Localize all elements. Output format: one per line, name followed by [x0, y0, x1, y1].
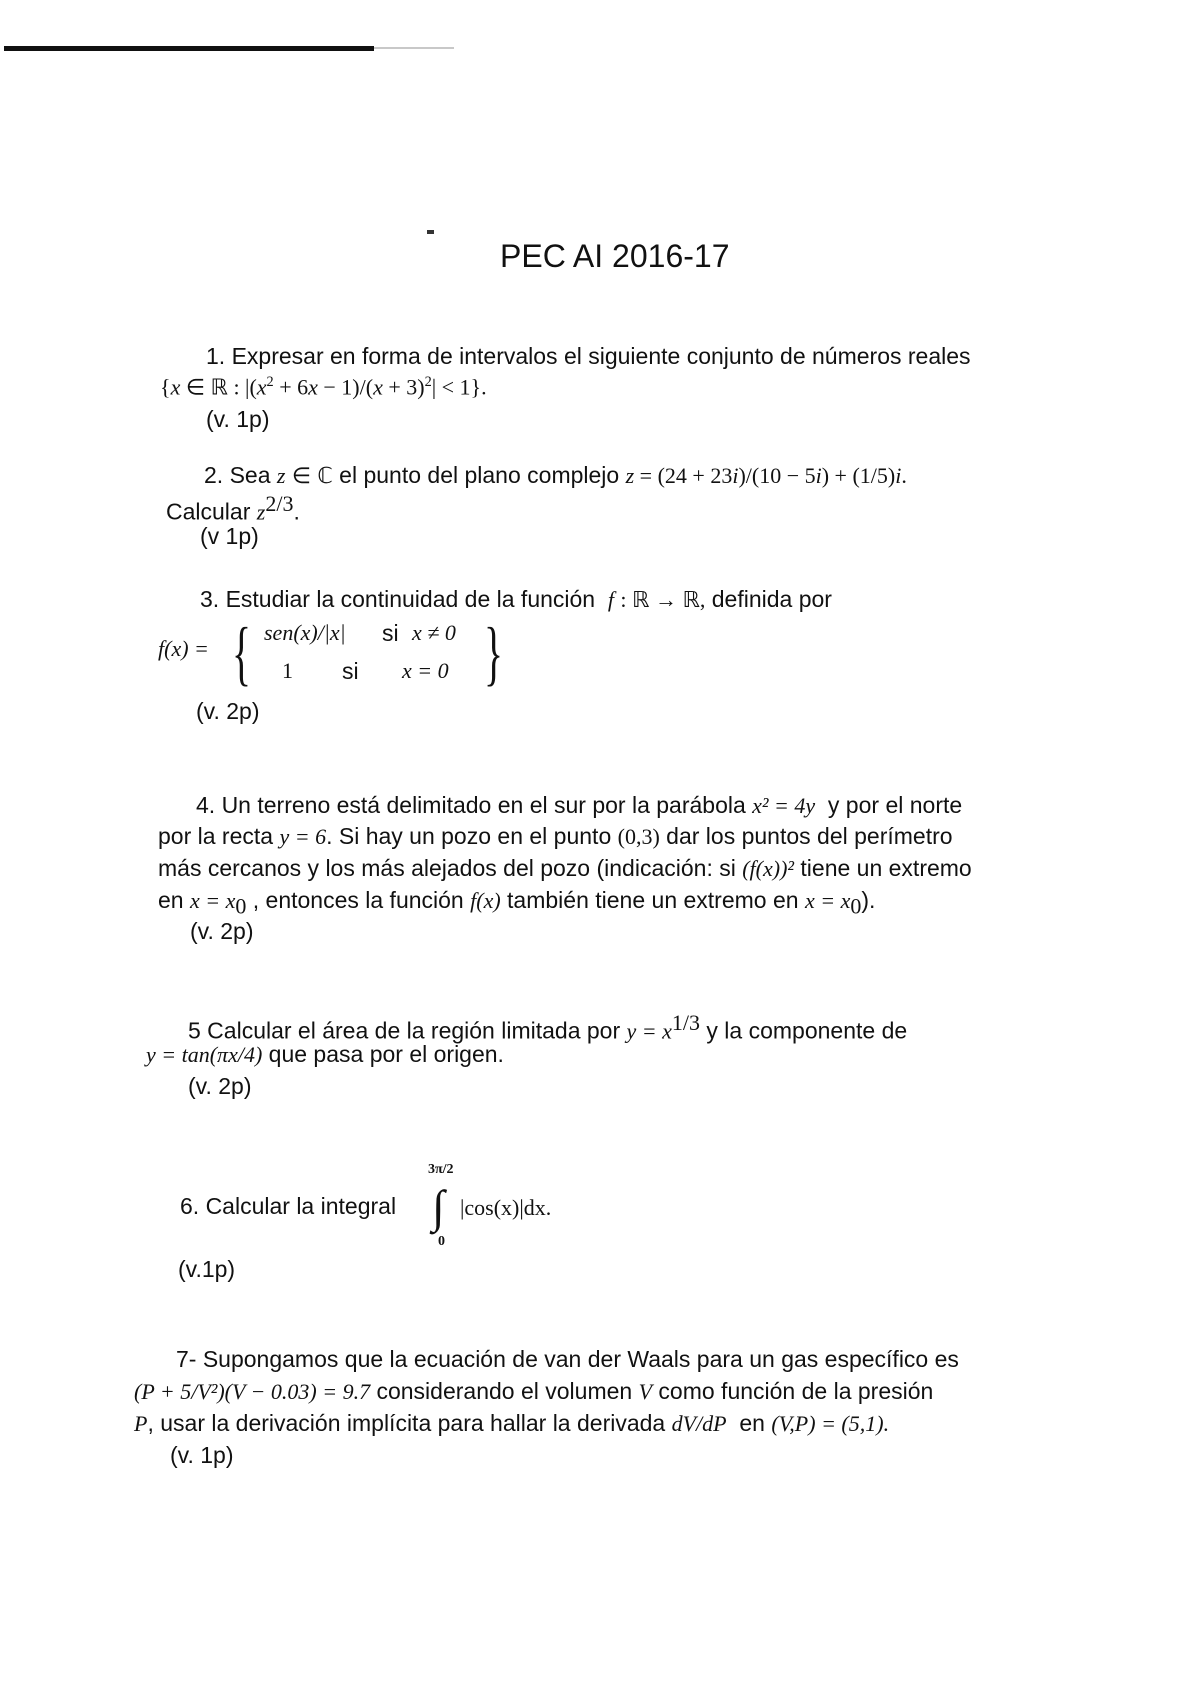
problem-7-value: (v. 1p)	[170, 1442, 234, 1468]
integral-sign: ∫	[432, 1181, 445, 1232]
problem-1-value: (v. 1p)	[206, 406, 270, 432]
problem-5-line2: y = tan(πx/4) que pasa por el origen.	[146, 1041, 504, 1067]
problem-1-text: 1. Expresar en forma de intervalos el siguiente conjunto de números reales	[206, 343, 971, 369]
problem-4-value: (v. 2p)	[190, 918, 254, 944]
left-brace: {	[232, 613, 252, 693]
scan-edge-line	[4, 46, 374, 51]
problem-2-statement: 2. Sea z ∈ ℂ el punto del plano complejo z = (24 + 23i)/(10 − 5i) + (1/5)i.	[204, 462, 907, 488]
scan-edge-line-faint	[374, 47, 454, 49]
problem-3-case1-si: si	[382, 620, 399, 646]
problem-3-text: 3. Estudiar la continuidad de la función f : ℝ → ℝ, definida por	[200, 586, 832, 612]
scan-speck	[427, 230, 434, 234]
problem-2-calc: Calcular $z^{2/3}$.	[166, 491, 300, 525]
problem-7-line3: P, usar la derivación implícita para hallar la derivada dV/dP en (V,P) = (5,1).	[134, 1410, 890, 1436]
problem-4-line1: 4. Un terreno está delimitado en el sur por la parábola x² = 4y y por el norte	[196, 792, 963, 818]
page-title: PEC AI 2016-17	[500, 238, 730, 274]
problem-4-line2: por la recta y = 6. Si hay un pozo en el punto (0,3) dar los puntos del perímetro	[158, 823, 953, 849]
problem-3-value: (v. 2p)	[196, 698, 260, 724]
integral-lower-limit: 0	[438, 1234, 445, 1249]
problem-7-line1: 7- Supongamos que la ecuación de van der Waals para un gas específico es	[176, 1346, 959, 1372]
problem-5-value: (v. 2p)	[188, 1073, 252, 1099]
problem-3-case1-expr: sen(x)/|x|	[264, 620, 346, 645]
problem-3-case2-expr: 1	[282, 658, 293, 683]
problem-5-line1: 5 Calcular el área de la región limitada por $y = x^{1/3}$ y la componente de	[188, 1010, 908, 1044]
problem-3-fx: f(x) =	[158, 636, 209, 661]
problem-3-case2-si: si	[342, 658, 359, 684]
right-brace: }	[484, 613, 504, 693]
integral-upper-limit: 3π/2	[428, 1162, 454, 1177]
problem-6-text: 6. Calcular la integral	[180, 1193, 397, 1219]
problem-7-line2: (P + 5/V²)(V − 0.03) = 9.7 considerando el volumen V como función de la presión	[134, 1378, 934, 1404]
problem-4-line4: en $x = x_0$ , entonces la función f(x) también tiene un extremo en $x = x_0$).	[158, 887, 876, 919]
problem-1-set: {x ∈ ℝ : $|(x^2 + 6x - 1)/(x + 3)^2| < 1$}.	[160, 374, 487, 400]
problem-3-case2-cond: x = 0	[402, 658, 449, 683]
problem-4-line3: más cercanos y los más alejados del pozo (indicación: si (f(x))² tiene un extremo	[158, 855, 972, 881]
integral-integrand: |cos(x)|dx.	[460, 1195, 552, 1220]
problem-3-case1-cond: x ≠ 0	[412, 620, 456, 645]
problem-2-value: (v 1p)	[200, 523, 259, 549]
problem-6-value: (v.1p)	[178, 1256, 236, 1282]
